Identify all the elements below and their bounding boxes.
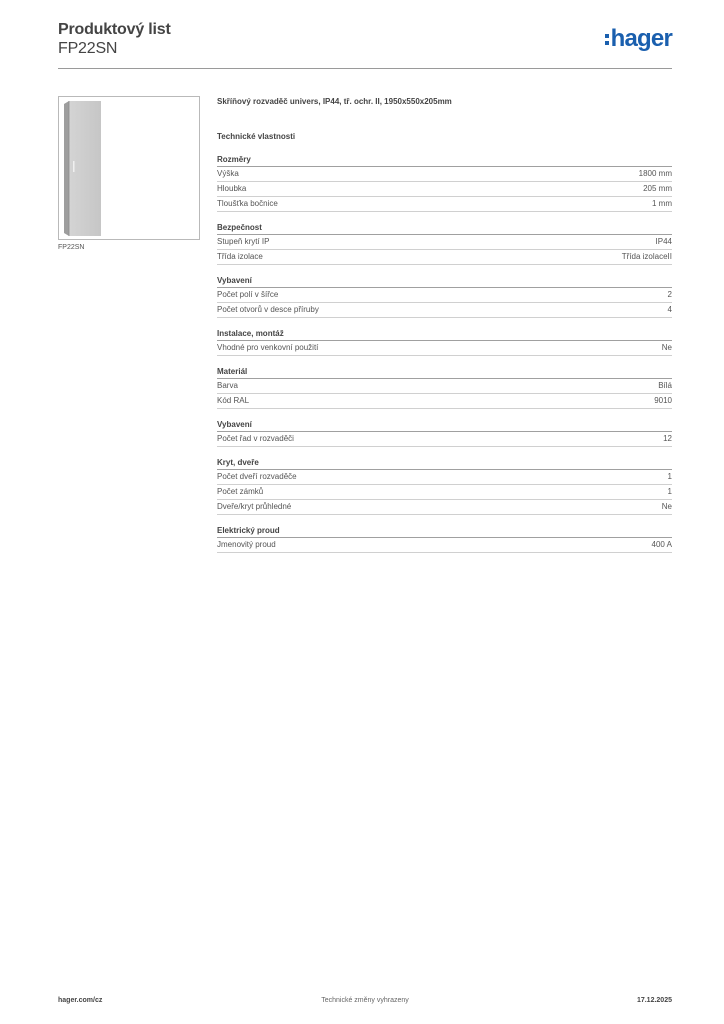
spec-row <box>217 235 672 250</box>
spec-value: IP44 <box>655 237 672 246</box>
spec-section <box>217 328 672 356</box>
spec-label: Barva <box>217 381 238 390</box>
spec-row <box>217 197 672 212</box>
spec-row <box>217 432 672 447</box>
spec-label: Dveře/kryt průhledné <box>217 502 292 511</box>
spec-value: 1 mm <box>652 199 672 208</box>
spec-row <box>217 288 672 303</box>
product-image-frame <box>58 96 200 240</box>
spec-value: 1 <box>667 472 672 481</box>
page-footer <box>58 997 672 1009</box>
spec-section <box>217 525 672 553</box>
spec-value: Ne <box>661 502 672 511</box>
logo-dots-icon <box>605 34 609 45</box>
spec-label: Počet otvorů v desce příruby <box>217 305 319 314</box>
section-title: Kryt, dveře <box>217 457 672 470</box>
spec-section <box>217 154 672 212</box>
section-title: Vybavení <box>217 419 672 432</box>
spec-row <box>217 182 672 197</box>
spec-label: Hloubka <box>217 184 247 193</box>
spec-row <box>217 470 672 485</box>
image-caption: FP22SN <box>58 244 85 251</box>
header-divider <box>58 68 672 69</box>
technical-heading: Technické vlastnosti <box>217 132 296 141</box>
spec-label: Kód RAL <box>217 396 250 405</box>
spec-label: Výška <box>217 169 239 178</box>
spec-value: 205 mm <box>643 184 672 193</box>
spec-value: 2 <box>667 290 672 299</box>
footer-notice: Technické změny vyhrazeny <box>321 997 409 1004</box>
spec-value: 12 <box>663 434 672 443</box>
section-title: Instalace, montáž <box>217 328 672 341</box>
spec-row <box>217 303 672 318</box>
spec-row <box>217 500 672 515</box>
spec-row <box>217 167 672 182</box>
spec-section <box>217 366 672 409</box>
spec-label: Tloušťka bočnice <box>217 199 278 208</box>
spec-row <box>217 379 672 394</box>
spec-value: Bílá <box>658 381 672 390</box>
spec-row <box>217 538 672 553</box>
spec-value: 400 A <box>651 540 672 549</box>
spec-label: Počet řad v rozvaděči <box>217 434 294 443</box>
spec-row <box>217 485 672 500</box>
spec-label: Vhodné pro venkovní použití <box>217 343 319 352</box>
section-title: Elektrický proud <box>217 525 672 538</box>
footer-date: 17.12.2025 <box>636 997 672 1004</box>
page-header <box>58 20 672 70</box>
spec-label: Počet zámků <box>217 487 264 496</box>
spec-label: Počet polí v šířce <box>217 290 279 299</box>
spec-value: 1 <box>667 487 672 496</box>
spec-section <box>217 222 672 265</box>
spec-row <box>217 341 672 356</box>
spec-label: Jmenovitý proud <box>217 540 276 549</box>
spec-content <box>217 96 672 563</box>
spec-label: Třída izolace <box>217 252 263 261</box>
spec-label: Počet dveří rozvaděče <box>217 472 297 481</box>
page-title: Produktový list <box>58 21 171 38</box>
spec-section <box>217 275 672 318</box>
spec-sections <box>217 154 672 553</box>
product-code: FP22SN <box>58 40 118 57</box>
spec-label: Stupeň krytí IP <box>217 237 270 246</box>
section-title: Materiál <box>217 366 672 379</box>
section-title: Rozměry <box>217 154 672 167</box>
footer-website: hager.com/cz <box>58 997 103 1004</box>
spec-value: 1800 mm <box>638 169 672 178</box>
spec-row <box>217 250 672 265</box>
section-title: Vybavení <box>217 275 672 288</box>
spec-value: 4 <box>667 305 672 314</box>
spec-value: Třída izolaceII <box>621 252 672 261</box>
spec-row <box>217 394 672 409</box>
spec-value: 9010 <box>654 396 672 405</box>
section-title: Bezpečnost <box>217 222 672 235</box>
product-description: Skříňový rozvaděč univers, IP44, tř. ochr. II, 1950x550x205mm <box>217 97 452 106</box>
hager-logo <box>605 26 672 52</box>
cabinet-image <box>64 101 101 236</box>
spec-section <box>217 457 672 515</box>
spec-value: Ne <box>661 343 672 352</box>
spec-section <box>217 419 672 447</box>
logo-text: hager <box>610 25 672 52</box>
